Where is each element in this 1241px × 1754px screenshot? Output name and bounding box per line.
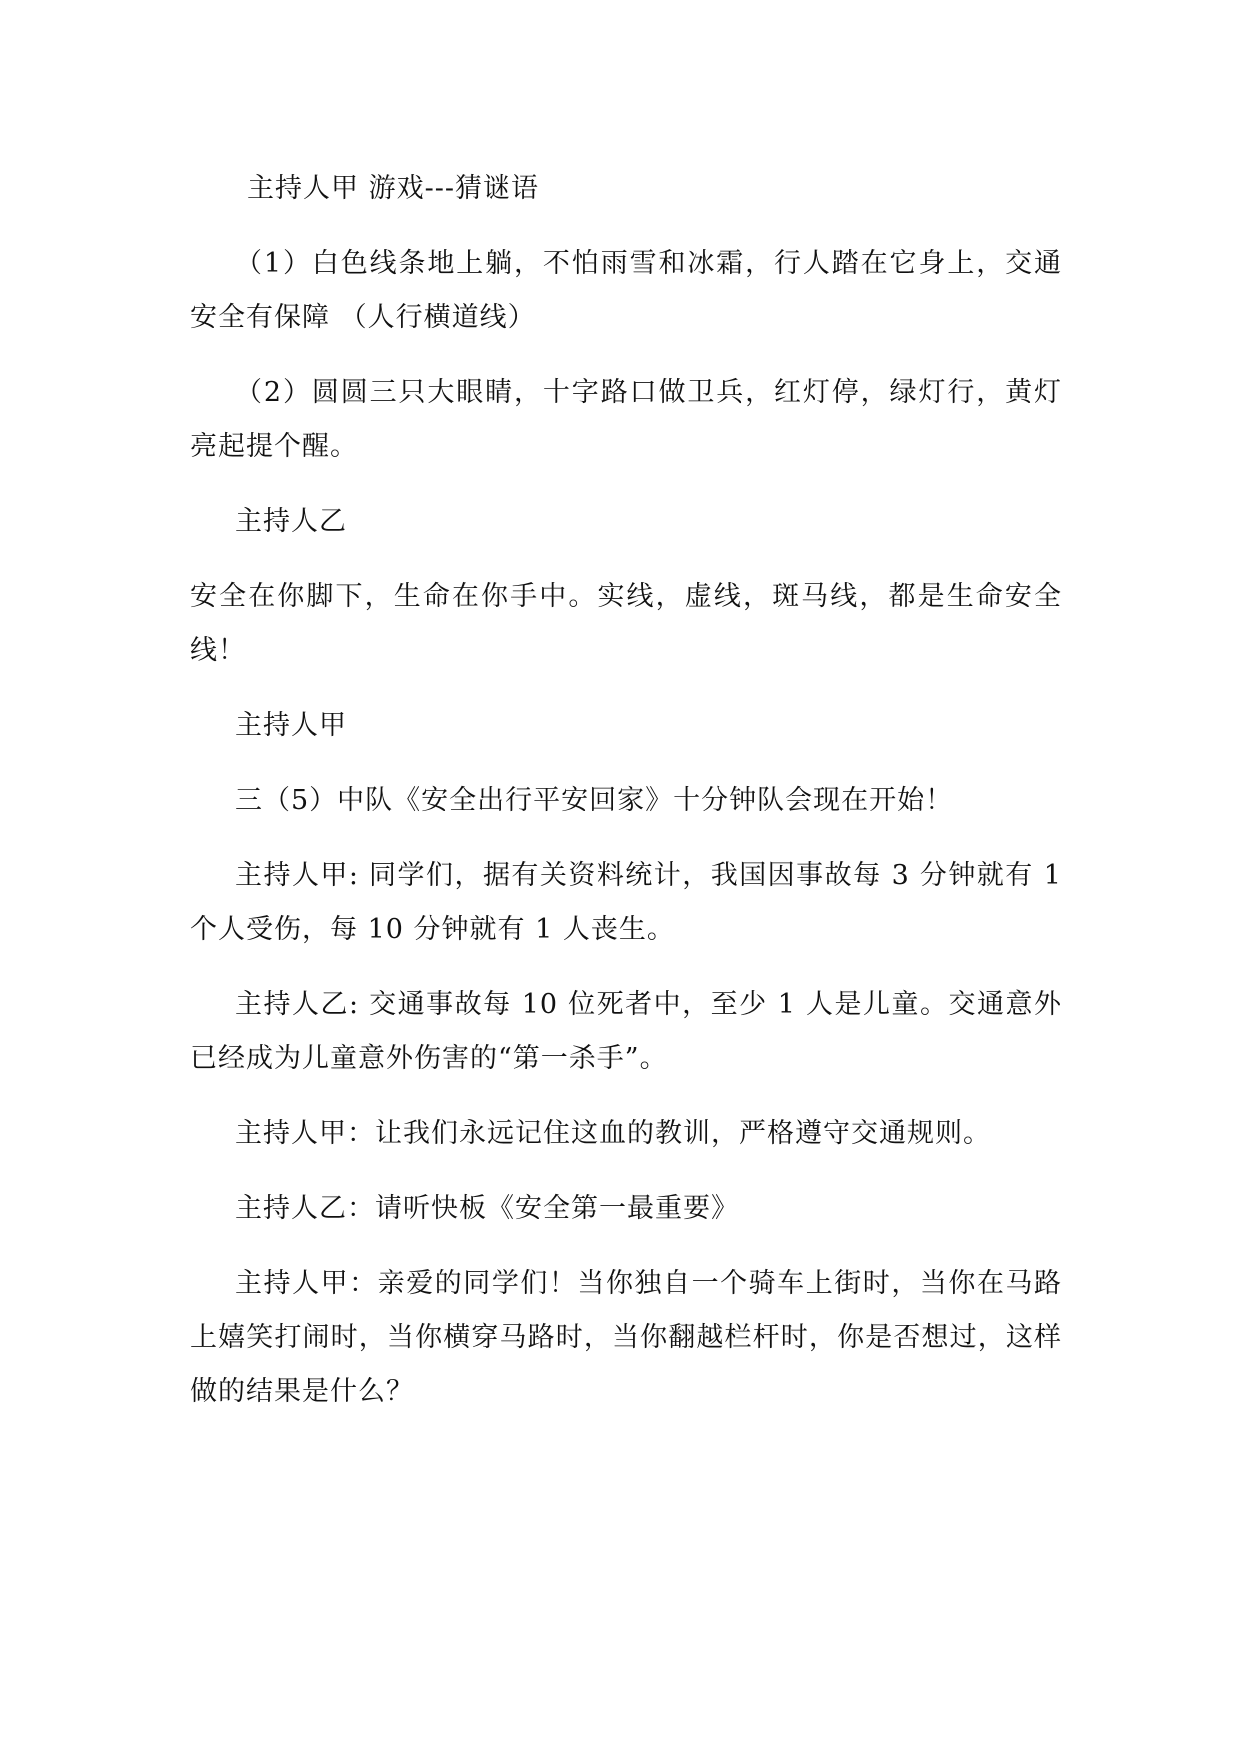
dialogue-line: 主持人甲：让我们永远记住这血的教训，严格遵守交通规则。 — [235, 1118, 991, 1149]
body-paragraph: 安全在你脚下，生命在你手中。实线，虚线，斑马线，都是生命安全线！ — [190, 581, 1062, 666]
dialogue-line: 主持人甲：亲爱的同学们！当你独自一个骑车上街时，当你在马路上嬉笑打闹时，当你横穿马路时，当你翻越栏杆时，你是否想过，这样做的结果是什么？ — [190, 1268, 1062, 1407]
speaker-label: 主持人乙 — [235, 506, 347, 537]
speaker-label: 主持人甲 — [235, 710, 347, 741]
meeting-opening: 三（5）中队《安全出行平安回家》十分钟队会现在开始！ — [235, 785, 954, 816]
dialogue-line: 主持人乙：请听快板《安全第一最重要》 — [235, 1193, 739, 1224]
game-heading: 主持人甲 游戏---猜谜语 — [247, 173, 539, 204]
dialogue-line: 主持人乙: 交通事故每 10 位死者中，至少 1 人是儿童。交通意外已经成为儿童意外伤害的“第一杀手”。 — [190, 989, 1062, 1074]
document-body — [190, 162, 1062, 1440]
riddle-2: （2）圆圆三只大眼睛，十字路口做卫兵，红灯停，绿灯行，黄灯亮起提个醒。 — [190, 377, 1062, 462]
riddle-1: （1）白色线条地上躺，不怕雨雪和冰霜，行人踏在它身上，交通安全有保障 （人行横道线） — [190, 248, 1062, 333]
dialogue-line: 主持人甲: 同学们，据有关资料统计，我国因事故每 3 分钟就有 1 个人受伤，每 10 分钟就有 1 人丧生。 — [190, 860, 1062, 945]
